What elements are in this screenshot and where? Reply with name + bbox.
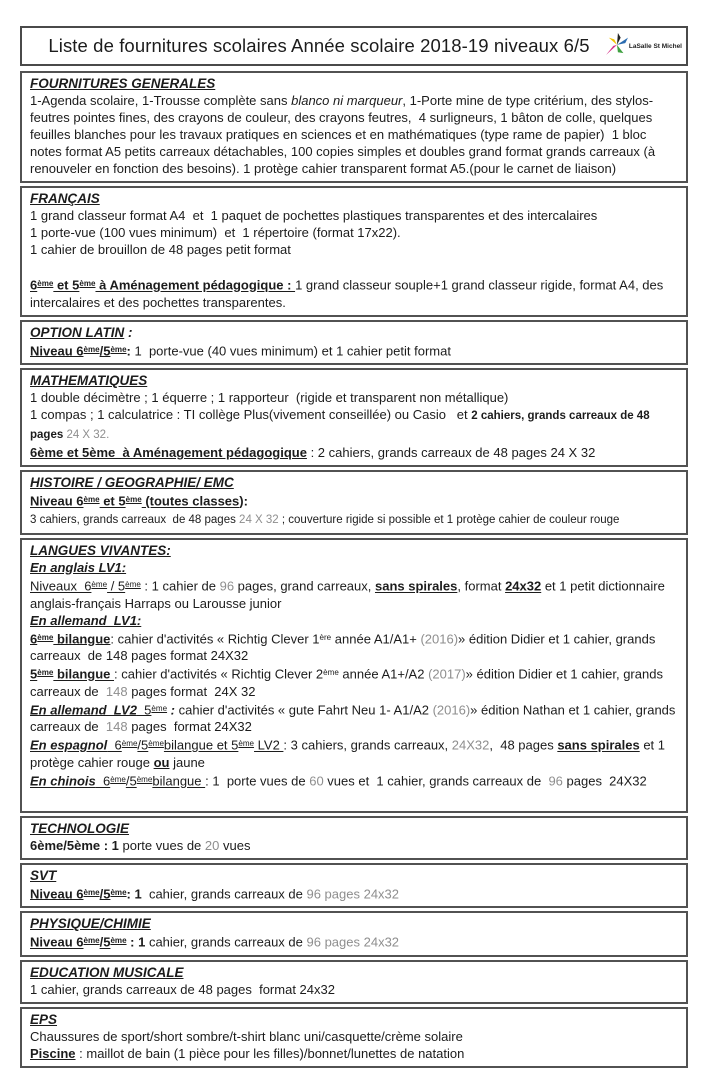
text-run: ème <box>83 936 100 946</box>
text-run: ère <box>319 632 332 642</box>
section-fournitures-generales <box>20 71 688 183</box>
section-title <box>30 372 678 389</box>
text-run: Chaussures de sport/short sombre/t-shirt blanc uni/casquette/crème solaire <box>30 1028 463 1044</box>
text-run: 1 grand classeur format A4 et 1 paquet de pochettes plastiques transparentes et des intercalaires <box>30 208 598 223</box>
logo-text: LaSalle St Michel <box>628 42 682 50</box>
text-run: En espagnol <box>30 738 108 753</box>
text-run: pages, grand carreaux, <box>234 578 375 594</box>
text-run: vues et 1 cahier, grands carreaux de <box>323 773 549 789</box>
text-run: ou <box>153 755 170 770</box>
section-title <box>30 1011 678 1028</box>
section-title <box>30 474 678 491</box>
section-mathematiques <box>20 368 688 467</box>
text-run: FOURNITURES GENERALES <box>30 76 216 91</box>
text-run: EDUCATION MUSICALE <box>30 964 184 980</box>
text-run: pages format 24X32 <box>127 719 252 735</box>
text-run: 24 X 32. <box>66 429 110 442</box>
school-logo <box>606 32 682 56</box>
text-line <box>30 790 678 807</box>
text-run: 1-Agenda scolaire, 1-Trousse complète sans <box>30 93 292 108</box>
text-run: 1 porte-vue (40 vues minimum) et 1 cahier petit format <box>134 343 451 359</box>
text-run: 24x32 <box>505 578 542 594</box>
text-line <box>30 612 678 629</box>
text-run: /5 <box>99 934 111 950</box>
text-run: / 5 <box>107 578 126 594</box>
text-run: HISTOIRE / GEOGRAPHIE/ EMC <box>30 475 234 491</box>
text-run: , 48 pages <box>489 738 558 753</box>
text-line <box>30 735 678 771</box>
section-physique-chimie <box>20 911 688 957</box>
text-line <box>30 389 678 406</box>
section-title <box>30 324 678 341</box>
text-line <box>30 258 678 275</box>
text-run: , format <box>457 578 506 594</box>
text-line <box>30 664 678 700</box>
text-run: LANGUES VIVANTES: <box>30 542 171 558</box>
text-run: sans spirales <box>374 578 458 594</box>
text-run: ème <box>151 703 168 713</box>
text-run: » édition Didier et 1 cahier, grands carreaux de 148 pages format 24X32 <box>30 631 659 664</box>
text-run: 60 <box>309 773 324 789</box>
text-run: Niveau 6 <box>30 343 84 359</box>
text-run: bilangue <box>152 773 206 789</box>
text-run: 5 <box>30 666 38 682</box>
section-education-musicale <box>20 960 688 1004</box>
text-run: vues <box>219 837 251 853</box>
text-run: ème <box>125 579 141 589</box>
text-run: blanco ni marqueur <box>291 93 403 108</box>
text-run: sans spirales <box>557 738 640 753</box>
section-langues-vivantes <box>20 538 688 813</box>
text-run: 6ème et 5ème à Aménagement pédagogique <box>30 445 307 461</box>
text-run: Niveau 6 <box>30 886 84 902</box>
title-box <box>20 26 688 66</box>
text-run: 24X32 <box>451 738 490 753</box>
text-line <box>30 341 678 360</box>
text-run: Niveau 6 <box>30 934 84 950</box>
text-run: Niveaux 6 <box>30 578 92 594</box>
text-run: bilangue et 5 <box>163 738 239 753</box>
text-line <box>30 207 678 224</box>
text-line <box>30 1045 678 1062</box>
text-run: 148 <box>105 683 128 699</box>
text-run: : <box>167 702 176 718</box>
text-run: 1 cahier de brouillon de 48 pages petit format <box>30 242 291 257</box>
section-title <box>30 820 678 837</box>
text-run: 6 <box>95 773 111 789</box>
text-run: bilangue <box>53 666 115 682</box>
text-run: /5 <box>99 343 111 359</box>
page-title: Liste de fournitures scolaires Année scolaire 2018-19 niveaux 6/5 <box>48 35 590 56</box>
text-run: ème <box>83 887 100 897</box>
text-run: /5 <box>137 738 149 753</box>
text-run: /5 <box>125 773 137 789</box>
text-run: : <box>124 324 133 340</box>
section-title <box>30 75 678 92</box>
text-run: ème <box>121 739 138 749</box>
sections <box>20 71 688 1068</box>
text-line <box>30 241 678 258</box>
text-run: et 5 <box>99 493 126 509</box>
text-run: ème <box>110 344 127 354</box>
text-run: MATHEMATIQUES <box>30 373 148 389</box>
text-run: » édition Didier et 1 cahier, grands carreaux de <box>30 666 667 699</box>
text-run: et 1 protège cahier rouge <box>30 738 669 770</box>
text-run: ème <box>83 344 100 354</box>
text-line <box>30 92 678 177</box>
text-run: 1 compas ; 1 calculatrice : TI collège Plus(vivement conseillée) ou Casio et <box>30 407 472 423</box>
text-run: Piscine <box>30 1045 76 1061</box>
text-run: 6 <box>30 631 38 647</box>
section-francais <box>20 186 688 317</box>
text-line <box>30 491 678 510</box>
text-run: 20 <box>204 837 220 853</box>
text-run: ème <box>79 279 96 288</box>
text-line <box>30 771 678 790</box>
text-run: FRANÇAIS <box>30 191 100 206</box>
text-line <box>30 559 678 576</box>
text-run: En allemand LV2 <box>30 702 137 718</box>
text-run: 6 <box>107 738 122 753</box>
text-run: ème <box>323 668 339 678</box>
text-run: En anglais LV1: <box>30 559 127 575</box>
text-run: et 5 <box>53 277 80 293</box>
text-run: cahier d'activités « gute Fahrt Neu 1- A1/A2 <box>175 702 433 718</box>
text-run: jaune <box>169 755 205 770</box>
text-run: 1 cahier, grands carreaux de 48 pages format 24x32 <box>30 981 335 997</box>
text-run: 5 <box>136 702 152 718</box>
text-run: pages 24X32 <box>562 773 647 789</box>
text-run: : 1 <box>126 886 142 902</box>
text-run: : cahier d'activités « Richtig Clever 1 <box>110 631 320 647</box>
text-run: En allemand LV1: <box>30 612 142 628</box>
section-title <box>30 915 678 932</box>
text-run: : 1 <box>126 934 149 950</box>
text-run: : 1 cahier de <box>140 578 220 594</box>
text-run: ème <box>37 279 54 288</box>
text-run: (2016) <box>420 631 459 647</box>
text-run: ème <box>238 739 255 749</box>
text-run: (toutes classes <box>141 493 240 509</box>
text-run: : 2 cahiers, grands carreaux de 48 pages 24 X 32 <box>306 445 596 461</box>
text-line <box>30 700 678 736</box>
text-run: ème <box>110 775 126 784</box>
text-run: année A1+/A2 <box>338 666 429 682</box>
text-line <box>30 1028 678 1045</box>
text-run: /5 <box>99 886 111 902</box>
text-run: ème <box>91 579 108 589</box>
text-run: 1 double décimètre ; 1 équerre ; 1 rapporteur (rigide et transparent non métallique) <box>30 390 509 406</box>
text-run: OPTION LATIN <box>30 324 125 340</box>
star-icon <box>606 32 628 56</box>
text-line <box>30 884 678 903</box>
section-eps <box>20 1007 688 1068</box>
text-line <box>30 837 678 854</box>
text-run: ème <box>148 739 164 749</box>
text-run: TECHNOLOGIE <box>30 820 130 836</box>
text-run: 1 porte-vue (100 vues minimum) et 1 répertoire (format 17x22). <box>30 225 401 240</box>
section-title <box>30 190 678 207</box>
text-run: 1 grand classeur souple+1 grand classeur rigide, format A4, des intercalaires et des pochettes transparentes. <box>30 277 667 310</box>
text-run: 24 X 32 <box>239 513 279 526</box>
text-run: bilangue <box>53 631 111 647</box>
text-run: pages format 24X 32 <box>127 683 256 699</box>
text-line <box>30 981 678 998</box>
text-run: (2017) <box>428 666 466 682</box>
text-run: : 3 cahiers, grands carreaux, <box>283 738 452 753</box>
text-line <box>30 224 678 241</box>
text-run: et 1 petit dictionnaire anglais-français Harraps ou Larousse junior <box>30 578 669 611</box>
text-run: (2016) <box>432 702 471 718</box>
text-line <box>30 406 678 444</box>
text-run: ème <box>110 936 127 946</box>
text-run: 6ème/5ème : 1 <box>30 837 123 853</box>
section-histoire-geographie-emc <box>20 470 688 535</box>
text-run: Niveau 6 <box>30 493 84 509</box>
text-run: 2 cahiers, grands carreaux de 48 pages <box>30 410 653 442</box>
text-run: ème <box>37 632 54 642</box>
text-run: 96 <box>548 773 563 789</box>
text-line <box>30 932 678 951</box>
text-run: 3 cahiers, grands carreaux de 48 pages <box>30 513 240 526</box>
text-run: 96 <box>219 578 235 594</box>
text-run: ème <box>136 775 153 784</box>
text-run: : maillot de bain (1 pièce pour les filles)/bonnet/lunettes de natation <box>75 1045 465 1061</box>
text-line <box>30 444 678 461</box>
text-line <box>30 629 678 665</box>
text-run: PHYSIQUE/CHIMIE <box>30 916 151 932</box>
text-line <box>30 576 678 612</box>
text-run: EPS <box>30 1011 58 1027</box>
text-run: 96 pages 24x32 <box>306 934 400 950</box>
text-run: ème <box>37 668 54 678</box>
text-run: LV2 <box>254 738 284 753</box>
text-run: cahier, grands carreaux de <box>141 886 307 902</box>
section-option-latin <box>20 320 688 366</box>
section-title <box>30 964 678 981</box>
text-run: En chinois <box>30 773 96 789</box>
text-run: à Aménagement pédagogique : <box>95 277 296 293</box>
text-line <box>30 510 678 529</box>
text-run: SVT <box>30 867 57 883</box>
text-line <box>30 275 678 311</box>
text-run: ème <box>83 495 100 505</box>
section-title <box>30 867 678 884</box>
text-run: porte vues de <box>122 837 205 853</box>
text-run: 96 pages 24x32 <box>306 886 400 902</box>
text-run: : cahier d'activités « Richtig Clever 2 <box>114 666 324 682</box>
text-run: ème <box>125 495 142 505</box>
text-run: : <box>126 343 135 359</box>
section-title <box>30 542 678 559</box>
section-svt <box>20 863 688 909</box>
text-run: 6 <box>30 277 38 293</box>
text-run: , 1-Porte mine de type critérium, des stylos-feutres pointes fines, des crayons de couleur, des crayons feutres, 4 surligneurs, 1 bâton de colle, quelques feuilles blanches pour les travaux pratiques en sciences et en mathématiques (type rame de papier) 1 bloc notes format A5 petits carreaux détachables, 100 copies simples et doubles grand format grands carreaux (à renouveler en fonction des besoins). 1 protège cahier transparent format A5.(pour le carnet de liaison) <box>30 93 659 176</box>
text-run: cahier, grands carreaux de <box>148 934 307 950</box>
section-technologie <box>20 816 688 860</box>
text-run: 148 <box>105 719 128 735</box>
text-run: : 1 porte vues de <box>205 773 310 789</box>
text-run: ; couverture rigide si possible et 1 protège cahier de couleur rouge <box>278 513 620 526</box>
text-run: année A1/A1+ <box>331 631 421 647</box>
text-run: » édition Nathan et 1 cahier, grands carreaux de <box>30 702 680 735</box>
text-run: ): <box>239 493 248 509</box>
text-run: ème <box>110 887 127 897</box>
